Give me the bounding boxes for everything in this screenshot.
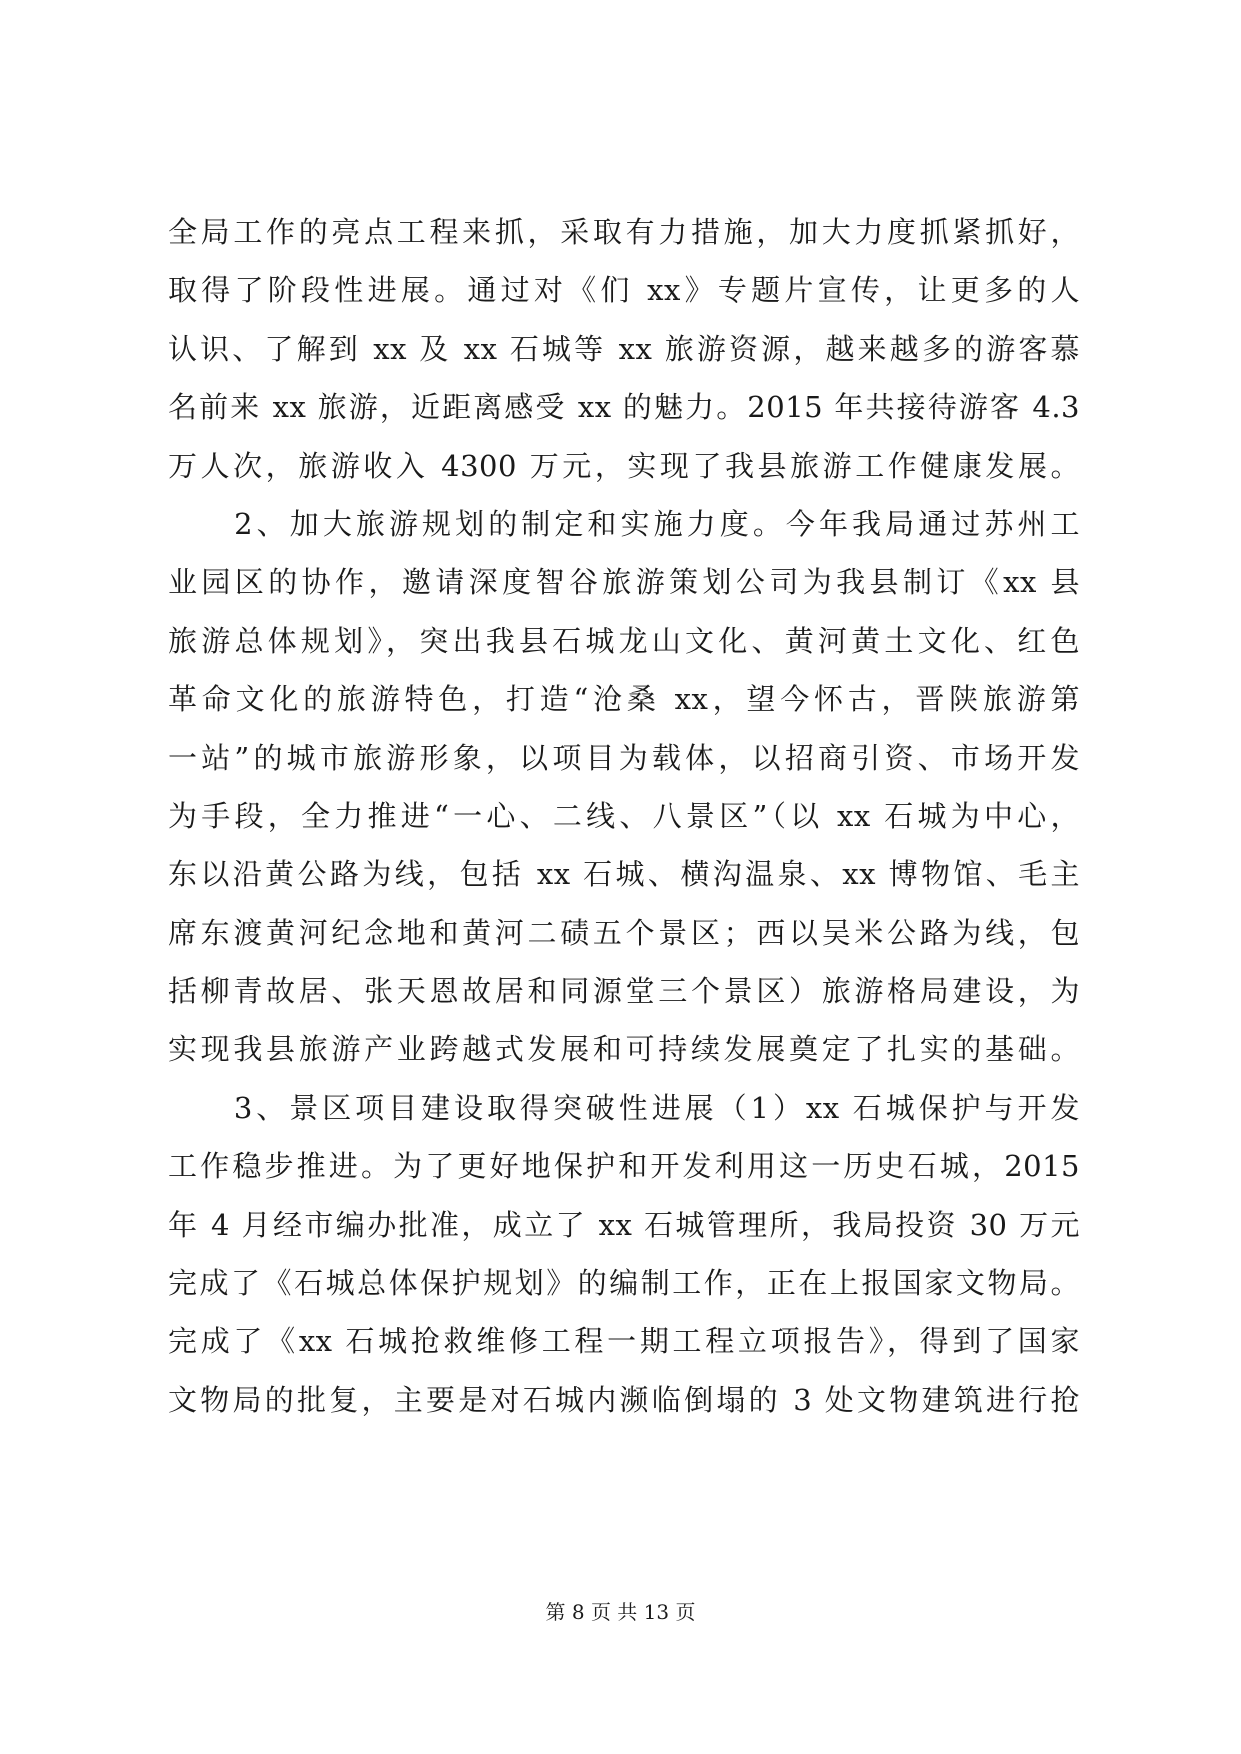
text-line: 名前来 xx 旅游，近距离感受 xx 的魅力。2015 年共接待游客 4.3 [168,390,1080,425]
text-line: 旅游总体规划》，突出我县石城龙山文化、黄河黄土文化、红色 [168,623,1080,658]
text-line: 完成了《xx 石城抢救维修工程一期工程立项报告》，得到了国家 [168,1324,1080,1359]
text-line: 取得了阶段性进展。通过对《们 xx》专题片宣传，让更多的人 [168,273,1080,308]
page-footer [0,1598,1241,1626]
text-line: 3、景区项目建设取得突破性进展（1）xx 石城保护与开发 [168,1090,1080,1125]
text-line: 文物局的批复，主要是对石城内濒临倒塌的 3 处文物建筑进行抢 [168,1382,1080,1417]
body-text [168,203,1080,1429]
text-line: 2、加大旅游规划的制定和实施力度。今年我局通过苏州工 [168,506,1080,541]
text-line: 东以沿黄公路为线，包括 xx 石城、横沟温泉、xx 博物馆、毛主 [168,857,1080,892]
text-line: 工作稳步推进。为了更好地保护和开发利用这一历史石城，2015 [168,1149,1080,1184]
text-line: 认识、了解到 xx 及 xx 石城等 xx 旅游资源，越来越多的游客慕 [168,331,1080,366]
text-line: 完成了《石城总体保护规划》的编制工作，正在上报国家文物局。 [168,1266,1080,1301]
text-line: 实现我县旅游产业跨越式发展和可持续发展奠定了扎实的基础。 [168,1032,1080,1067]
text-line: 一站”的城市旅游形象，以项目为载体，以招商引资、市场开发 [168,740,1080,775]
text-line: 席东渡黄河纪念地和黄河二碛五个景区；西以吴米公路为线，包 [168,915,1080,950]
text-line: 万人次，旅游收入 4300 万元，实现了我县旅游工作健康发展。 [168,448,1080,483]
text-line: 革命文化的旅游特色，打造“沧桑 xx，望今怀古，晋陕旅游第 [168,682,1080,717]
text-line: 年 4 月经市编办批准，成立了 xx 石城管理所，我局投资 30 万元 [168,1207,1080,1242]
text-line: 全局工作的亮点工程来抓，采取有力措施，加大力度抓紧抓好， [168,215,1080,249]
text-line: 业园区的协作，邀请深度智谷旅游策划公司为我县制订《xx 县 [168,565,1080,600]
text-line: 为手段，全力推进“一心、二线、八景区”（以 xx 石城为中心， [168,798,1080,833]
text-line: 括柳青故居、张天恩故居和同源堂三个景区）旅游格局建设，为 [168,974,1080,1009]
page-number-label: 第 8 页 共 13 页 [545,1600,696,1624]
